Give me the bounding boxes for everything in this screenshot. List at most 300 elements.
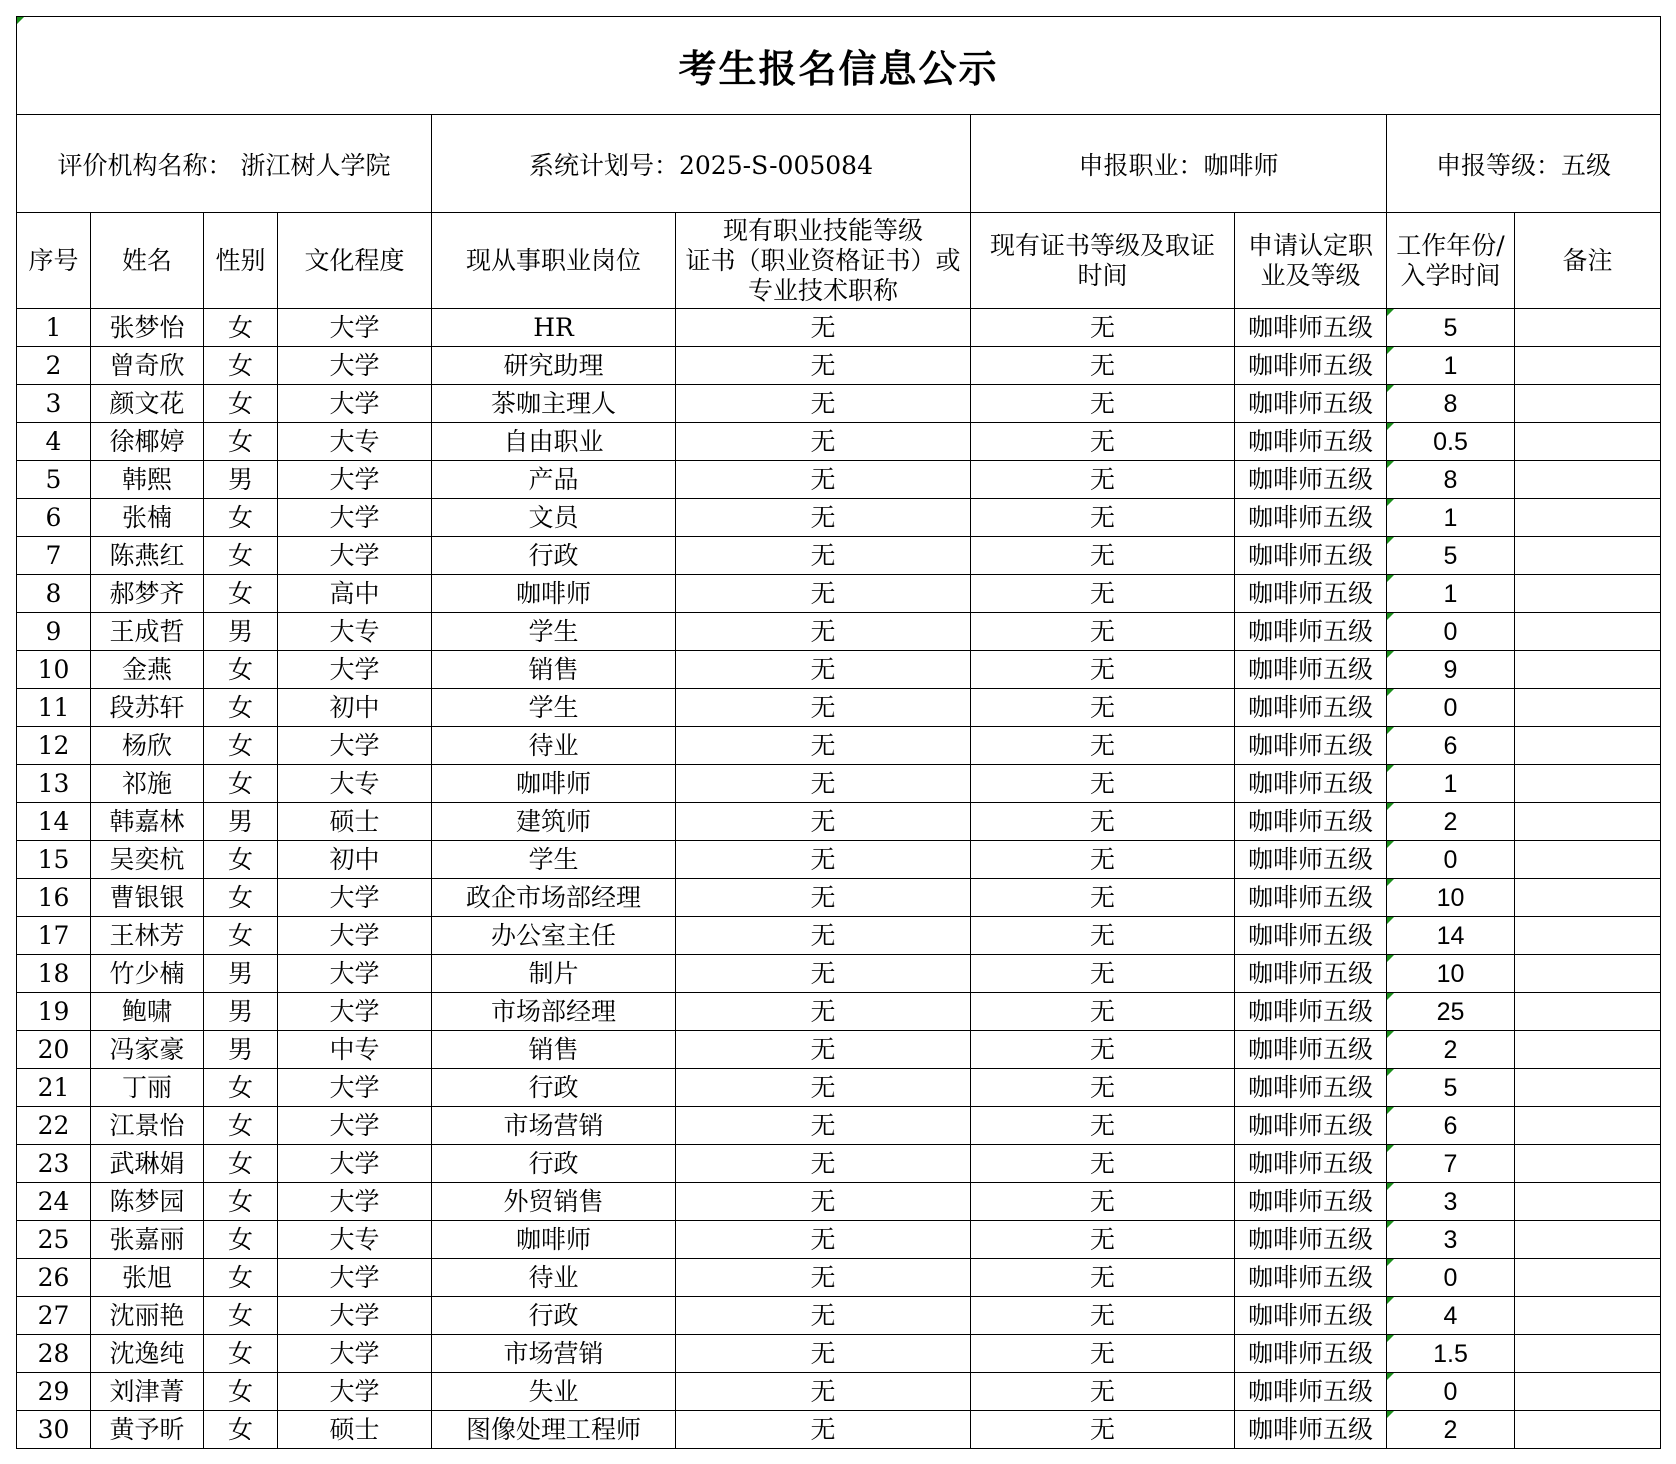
cell-apply: 咖啡师五级 [1235, 1335, 1387, 1373]
cell-remark [1515, 879, 1661, 917]
table-row [17, 385, 1661, 423]
cell-seq: 23 [17, 1145, 91, 1183]
cell-education: 大学 [278, 499, 432, 537]
cell-name: 颜文花 [91, 385, 204, 423]
header-cert-line3: 专业技术职称 [747, 275, 898, 305]
cell-seq: 16 [17, 879, 91, 917]
table-row [17, 613, 1661, 651]
table-row [17, 537, 1661, 575]
cell-apply: 咖啡师五级 [1235, 1183, 1387, 1221]
cell-cert-time: 无 [971, 309, 1235, 347]
cell-name: 沈丽艳 [91, 1297, 204, 1335]
cell-education: 中专 [278, 1031, 432, 1069]
cell-education: 高中 [278, 575, 432, 613]
cell-cert-time: 无 [971, 841, 1235, 879]
cell-gender: 女 [204, 1411, 278, 1449]
cell-name: 王成哲 [91, 613, 204, 651]
table-row [17, 803, 1661, 841]
cell-seq: 7 [17, 537, 91, 575]
cell-cert: 无 [676, 1373, 971, 1411]
cell-education: 初中 [278, 689, 432, 727]
cell-cert-time: 无 [971, 1183, 1235, 1221]
cell-remark [1515, 1297, 1661, 1335]
cell-position: 建筑师 [432, 803, 676, 841]
cell-education: 大学 [278, 347, 432, 385]
cell-cert-time: 无 [971, 499, 1235, 537]
cell-remark [1515, 1221, 1661, 1259]
cell-cert: 无 [676, 1145, 971, 1183]
cell-cert-time: 无 [971, 1335, 1235, 1373]
cell-name: 韩嘉林 [91, 803, 204, 841]
header-cert-line1: 现有职业技能等级 [722, 215, 923, 245]
cell-gender: 男 [204, 955, 278, 993]
cell-name: 杨欣 [91, 727, 204, 765]
cell-education: 大学 [278, 1335, 432, 1373]
plan-value: 2025-S-005084 [679, 150, 873, 180]
cell-years: 8 [1387, 461, 1515, 499]
cell-name: 武琳娟 [91, 1145, 204, 1183]
cell-remark [1515, 1183, 1661, 1221]
cell-remark [1515, 1373, 1661, 1411]
table-row [17, 841, 1661, 879]
header-cert-time-line2: 时间 [1077, 260, 1128, 290]
cell-position: 研究助理 [432, 347, 676, 385]
cell-name: 刘津菁 [91, 1373, 204, 1411]
cell-position: 咖啡师 [432, 575, 676, 613]
cell-education: 大专 [278, 765, 432, 803]
cell-remark [1515, 651, 1661, 689]
cell-cert-time: 无 [971, 461, 1235, 499]
header-remark: 备注 [1515, 213, 1661, 309]
table-row [17, 1183, 1661, 1221]
cell-remark [1515, 385, 1661, 423]
cell-cert: 无 [676, 1183, 971, 1221]
cell-years: 10 [1387, 955, 1515, 993]
cell-education: 大学 [278, 309, 432, 347]
cell-years: 6 [1387, 1107, 1515, 1145]
header-years-line2: 入学时间 [1400, 260, 1501, 290]
cell-apply: 咖啡师五级 [1235, 879, 1387, 917]
cell-remark [1515, 1031, 1661, 1069]
header-cert-time-line1: 现有证书等级及取证 [989, 230, 1215, 260]
org-value: 浙江树人学院 [240, 150, 391, 180]
cell-education: 大学 [278, 917, 432, 955]
cell-years: 5 [1387, 309, 1515, 347]
cell-position: 学生 [432, 689, 676, 727]
cell-position: 办公室主任 [432, 917, 676, 955]
cell-gender: 男 [204, 993, 278, 1031]
cell-remark [1515, 1107, 1661, 1145]
cell-education: 大学 [278, 537, 432, 575]
cell-education: 大学 [278, 461, 432, 499]
cell-seq: 17 [17, 917, 91, 955]
cell-apply: 咖啡师五级 [1235, 651, 1387, 689]
table-row [17, 1297, 1661, 1335]
cell-name: 祁施 [91, 765, 204, 803]
cell-name: 段苏轩 [91, 689, 204, 727]
cell-remark [1515, 461, 1661, 499]
cell-years: 1 [1387, 575, 1515, 613]
cell-remark [1515, 803, 1661, 841]
cell-cert: 无 [676, 1221, 971, 1259]
cell-years: 0.5 [1387, 423, 1515, 461]
cell-cert-time: 无 [971, 1107, 1235, 1145]
table-row [17, 1335, 1661, 1373]
cell-cert: 无 [676, 879, 971, 917]
cell-gender: 女 [204, 1221, 278, 1259]
cell-education: 大学 [278, 1373, 432, 1411]
cell-apply: 咖啡师五级 [1235, 993, 1387, 1031]
page-title: 考生报名信息公示 [17, 17, 1661, 115]
cell-seq: 4 [17, 423, 91, 461]
cell-apply: 咖啡师五级 [1235, 1069, 1387, 1107]
cell-gender: 女 [204, 1373, 278, 1411]
cell-cert: 无 [676, 309, 971, 347]
cell-apply: 咖啡师五级 [1235, 917, 1387, 955]
cell-position: 茶咖主理人 [432, 385, 676, 423]
cell-seq: 29 [17, 1373, 91, 1411]
cell-gender: 女 [204, 1107, 278, 1145]
cell-position: 咖啡师 [432, 765, 676, 803]
cell-years: 1 [1387, 499, 1515, 537]
cell-apply: 咖啡师五级 [1235, 803, 1387, 841]
cell-name: 鲍啸 [91, 993, 204, 1031]
table-row [17, 347, 1661, 385]
cell-seq: 28 [17, 1335, 91, 1373]
cell-education: 初中 [278, 841, 432, 879]
cell-seq: 22 [17, 1107, 91, 1145]
cell-position: 待业 [432, 727, 676, 765]
cell-apply: 咖啡师五级 [1235, 1221, 1387, 1259]
cell-seq: 1 [17, 309, 91, 347]
cell-gender: 女 [204, 575, 278, 613]
header-apply [1235, 213, 1387, 309]
cell-gender: 女 [204, 423, 278, 461]
table-row [17, 1411, 1661, 1449]
cell-gender: 女 [204, 537, 278, 575]
cell-apply: 咖啡师五级 [1235, 841, 1387, 879]
cell-name: 王林芳 [91, 917, 204, 955]
cell-remark [1515, 423, 1661, 461]
cell-gender: 女 [204, 917, 278, 955]
table-row [17, 1259, 1661, 1297]
cell-education: 大学 [278, 1259, 432, 1297]
cell-cert-time: 无 [971, 1411, 1235, 1449]
table-row [17, 1069, 1661, 1107]
cell-gender: 女 [204, 765, 278, 803]
header-apply-line2: 业及等级 [1260, 260, 1361, 290]
cell-education: 大专 [278, 1221, 432, 1259]
cell-remark [1515, 613, 1661, 651]
cell-remark [1515, 993, 1661, 1031]
cell-gender: 女 [204, 651, 278, 689]
cell-apply: 咖啡师五级 [1235, 1411, 1387, 1449]
cell-position: HR [432, 309, 676, 347]
cell-apply: 咖啡师五级 [1235, 1259, 1387, 1297]
cell-gender: 女 [204, 689, 278, 727]
cell-name: 竹少楠 [91, 955, 204, 993]
cell-position: 待业 [432, 1259, 676, 1297]
header-seq: 序号 [17, 213, 91, 309]
cell-name: 张旭 [91, 1259, 204, 1297]
cell-name: 张嘉丽 [91, 1221, 204, 1259]
cell-seq: 10 [17, 651, 91, 689]
cell-education: 大专 [278, 423, 432, 461]
cell-seq: 11 [17, 689, 91, 727]
cell-seq: 24 [17, 1183, 91, 1221]
cell-seq: 15 [17, 841, 91, 879]
cell-seq: 3 [17, 385, 91, 423]
cell-apply: 咖啡师五级 [1235, 1297, 1387, 1335]
cell-remark [1515, 1411, 1661, 1449]
cell-years: 1.5 [1387, 1335, 1515, 1373]
cell-apply: 咖啡师五级 [1235, 689, 1387, 727]
cell-cert: 无 [676, 1031, 971, 1069]
cell-gender: 女 [204, 1069, 278, 1107]
cell-cert: 无 [676, 385, 971, 423]
cell-education: 大学 [278, 1069, 432, 1107]
cell-position: 销售 [432, 1031, 676, 1069]
cell-seq: 6 [17, 499, 91, 537]
cell-remark [1515, 537, 1661, 575]
cell-remark [1515, 1335, 1661, 1373]
table-row [17, 1031, 1661, 1069]
cell-cert: 无 [676, 727, 971, 765]
cell-cert-time: 无 [971, 1145, 1235, 1183]
cell-years: 3 [1387, 1183, 1515, 1221]
cell-gender: 女 [204, 1259, 278, 1297]
cell-gender: 男 [204, 1031, 278, 1069]
cell-seq: 18 [17, 955, 91, 993]
cell-cert-time: 无 [971, 385, 1235, 423]
table-row [17, 423, 1661, 461]
cell-cert: 无 [676, 1259, 971, 1297]
cell-cert-time: 无 [971, 1297, 1235, 1335]
header-row [17, 213, 1661, 309]
cell-education: 硕士 [278, 1411, 432, 1449]
cell-gender: 女 [204, 1335, 278, 1373]
cell-cert-time: 无 [971, 1259, 1235, 1297]
cell-name: 徐椰婷 [91, 423, 204, 461]
plan-info-cell [432, 115, 971, 213]
cell-remark [1515, 955, 1661, 993]
cell-name: 丁丽 [91, 1069, 204, 1107]
table-row [17, 917, 1661, 955]
level-label: 申报等级： [1435, 150, 1561, 180]
cell-seq: 30 [17, 1411, 91, 1449]
cell-gender: 女 [204, 1297, 278, 1335]
cell-years: 5 [1387, 1069, 1515, 1107]
cell-remark [1515, 347, 1661, 385]
level-info-cell [1387, 115, 1661, 213]
cell-remark [1515, 1259, 1661, 1297]
cell-seq: 13 [17, 765, 91, 803]
cell-gender: 女 [204, 1183, 278, 1221]
cell-remark [1515, 727, 1661, 765]
cell-remark [1515, 499, 1661, 537]
cell-seq: 12 [17, 727, 91, 765]
cell-cert: 无 [676, 993, 971, 1031]
cell-cert: 无 [676, 613, 971, 651]
cell-cert: 无 [676, 1297, 971, 1335]
org-label: 评价机构名称： [57, 150, 233, 180]
cell-name: 沈逸纯 [91, 1335, 204, 1373]
level-value: 五级 [1561, 150, 1612, 180]
cell-cert: 无 [676, 841, 971, 879]
cell-apply: 咖啡师五级 [1235, 385, 1387, 423]
cell-seq: 21 [17, 1069, 91, 1107]
occupation-info-cell [971, 115, 1387, 213]
table-row [17, 727, 1661, 765]
cell-position: 行政 [432, 1145, 676, 1183]
cell-education: 大学 [278, 651, 432, 689]
cell-cert: 无 [676, 1069, 971, 1107]
cell-cert: 无 [676, 765, 971, 803]
cell-years: 6 [1387, 727, 1515, 765]
cell-apply: 咖啡师五级 [1235, 955, 1387, 993]
cell-cert: 无 [676, 347, 971, 385]
cell-education: 硕士 [278, 803, 432, 841]
cell-cert-time: 无 [971, 651, 1235, 689]
cell-education: 大学 [278, 385, 432, 423]
occupation-label: 申报职业： [1078, 150, 1204, 180]
cell-years: 0 [1387, 613, 1515, 651]
table-row [17, 879, 1661, 917]
cell-gender: 女 [204, 309, 278, 347]
cell-gender: 女 [204, 385, 278, 423]
table-row [17, 461, 1661, 499]
cell-cert: 无 [676, 651, 971, 689]
plan-label: 系统计划号： [528, 150, 679, 180]
registration-table [16, 16, 1661, 1449]
cell-education: 大学 [278, 955, 432, 993]
cell-remark [1515, 575, 1661, 613]
cell-position: 行政 [432, 1297, 676, 1335]
cell-seq: 26 [17, 1259, 91, 1297]
cell-apply: 咖啡师五级 [1235, 613, 1387, 651]
cell-position: 行政 [432, 1069, 676, 1107]
cell-years: 4 [1387, 1297, 1515, 1335]
cell-name: 黄予昕 [91, 1411, 204, 1449]
cell-education: 大学 [278, 1145, 432, 1183]
cell-position: 自由职业 [432, 423, 676, 461]
cell-gender: 男 [204, 461, 278, 499]
cell-name: 吴奕杭 [91, 841, 204, 879]
table-row [17, 993, 1661, 1031]
cell-gender: 女 [204, 879, 278, 917]
cell-remark [1515, 1145, 1661, 1183]
cell-gender: 女 [204, 1145, 278, 1183]
cell-position: 学生 [432, 841, 676, 879]
header-cert [676, 213, 971, 309]
cell-position: 制片 [432, 955, 676, 993]
table-row [17, 689, 1661, 727]
cell-gender: 男 [204, 803, 278, 841]
cell-position: 文员 [432, 499, 676, 537]
cell-name: 金燕 [91, 651, 204, 689]
cell-cert: 无 [676, 689, 971, 727]
header-years [1387, 213, 1515, 309]
cell-years: 7 [1387, 1145, 1515, 1183]
cell-name: 曹银银 [91, 879, 204, 917]
cell-position: 产品 [432, 461, 676, 499]
cell-education: 大学 [278, 993, 432, 1031]
cell-name: 郝梦齐 [91, 575, 204, 613]
cell-years: 1 [1387, 347, 1515, 385]
cell-cert-time: 无 [971, 955, 1235, 993]
header-cert-line2: 证书（职业资格证书）或 [685, 245, 961, 275]
table-row [17, 575, 1661, 613]
table-row [17, 309, 1661, 347]
header-position: 现从事职业岗位 [432, 213, 676, 309]
cell-cert-time: 无 [971, 537, 1235, 575]
cell-gender: 女 [204, 347, 278, 385]
cell-cert-time: 无 [971, 1031, 1235, 1069]
cell-seq: 14 [17, 803, 91, 841]
table-row [17, 499, 1661, 537]
cell-name: 江景怡 [91, 1107, 204, 1145]
cell-cert: 无 [676, 1107, 971, 1145]
table-row [17, 651, 1661, 689]
cell-position: 市场营销 [432, 1107, 676, 1145]
occupation-value: 咖啡师 [1203, 150, 1279, 180]
org-info-cell [17, 115, 432, 213]
cell-cert: 无 [676, 537, 971, 575]
cell-cert-time: 无 [971, 1373, 1235, 1411]
cell-seq: 25 [17, 1221, 91, 1259]
header-years-line1: 工作年份/ [1396, 230, 1505, 260]
table-row [17, 955, 1661, 993]
cell-years: 0 [1387, 841, 1515, 879]
cell-remark [1515, 841, 1661, 879]
header-name: 姓名 [91, 213, 204, 309]
cell-position: 咖啡师 [432, 1221, 676, 1259]
cell-years: 2 [1387, 803, 1515, 841]
cell-years: 2 [1387, 1031, 1515, 1069]
cell-cert-time: 无 [971, 347, 1235, 385]
cell-apply: 咖啡师五级 [1235, 1145, 1387, 1183]
cell-years: 2 [1387, 1411, 1515, 1449]
cell-position: 学生 [432, 613, 676, 651]
cell-seq: 19 [17, 993, 91, 1031]
cell-name: 陈燕红 [91, 537, 204, 575]
cell-education: 大学 [278, 879, 432, 917]
cell-position: 政企市场部经理 [432, 879, 676, 917]
cell-position: 销售 [432, 651, 676, 689]
cell-years: 5 [1387, 537, 1515, 575]
cell-seq: 2 [17, 347, 91, 385]
cell-education: 大学 [278, 727, 432, 765]
cell-cert-time: 无 [971, 423, 1235, 461]
cell-apply: 咖啡师五级 [1235, 1031, 1387, 1069]
cell-education: 大学 [278, 1183, 432, 1221]
cell-position: 市场部经理 [432, 993, 676, 1031]
cell-education: 大专 [278, 613, 432, 651]
cell-cert-time: 无 [971, 803, 1235, 841]
cell-years: 1 [1387, 765, 1515, 803]
cell-apply: 咖啡师五级 [1235, 461, 1387, 499]
cell-position: 图像处理工程师 [432, 1411, 676, 1449]
cell-cert: 无 [676, 803, 971, 841]
cell-cert-time: 无 [971, 727, 1235, 765]
header-cert-time [971, 213, 1235, 309]
cell-years: 0 [1387, 1373, 1515, 1411]
cell-remark [1515, 917, 1661, 955]
cell-apply: 咖啡师五级 [1235, 347, 1387, 385]
cell-apply: 咖啡师五级 [1235, 727, 1387, 765]
cell-cert-time: 无 [971, 993, 1235, 1031]
cell-cert: 无 [676, 461, 971, 499]
